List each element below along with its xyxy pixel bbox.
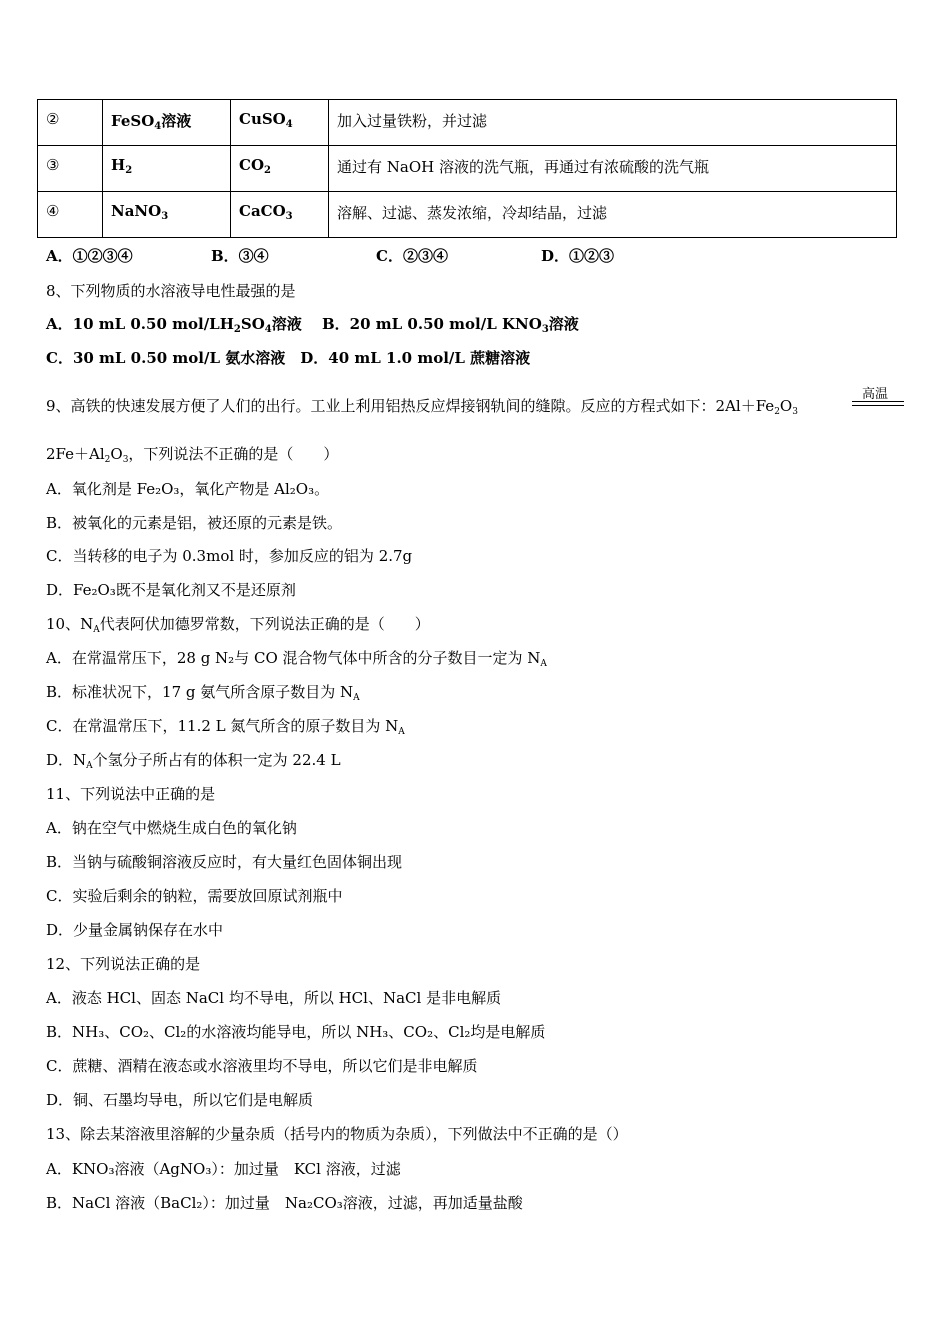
table-row [38,146,897,192]
q13-option-b: B．NaCl 溶液（BaCl₂）：加过量 Na₂CO₃溶液，过滤，再加适量盐酸 [46,1194,523,1212]
q12-option-b: B．NH₃、CO₂、Cl₂的水溶液均能导电，所以 NH₃、CO₂、Cl₂均是电解质 [46,1023,546,1041]
q7-option-a: A．①②③④ [46,247,133,265]
q8-stem: 8、下列物质的水溶液导电性最强的是 [46,282,296,300]
impurity-cell: CuSO$_4$ [231,100,329,146]
q8-option-d: D．40 mL 1.0 mol/L 蔗糖溶液 [300,349,531,367]
q13-option-a: A．KNO₃溶液（AgNO₃）：加过量 KCl 溶液，过滤 [46,1160,401,1178]
q9-stem-cont: $2Fe+Al_2O_3$，下列说法不正确的是（ ） [46,445,339,465]
table-row [38,192,897,238]
q9-stem: 9、高铁的快速发展方便了人们的出行。工业上利用铝热反应焊接钢轨间的缝隙。反应的方程式如下：$2Al+Fe_2O_3$ [46,397,798,417]
substance-cell: FeSO$_4$溶液 [103,100,231,146]
q8-options-ab: A．10 mL 0.50 mol/$LH_2SO_4$溶液 B．20 mL 0.50 mol/L $KNO_3$溶液 [46,315,579,335]
q10-option-c: C．在常温常压下，11.2 L 氮气所含的原子数目为 $N_A$ [46,717,405,737]
row-number: ④ [38,192,103,238]
reaction-condition: 高温 [862,387,889,402]
q12-stem: 12、下列说法正确的是 [46,955,201,973]
q12-option-c: C．蔗糖、酒精在液态或水溶液里均不导电，所以它们是非电解质 [46,1057,478,1075]
q7-options [46,246,614,266]
q9-option-b: B．被氧化的元素是铝，被还原的元素是铁。 [46,514,343,532]
row-number: ③ [38,146,103,192]
q9-option-a: A．氧化剂是 Fe₂O₃，氧化产物是 Al₂O₃。 [46,480,330,498]
q11-option-d: D．少量金属钠保存在水中 [46,921,224,939]
impurity-table [37,99,897,238]
q7-option-b: B．③④ [211,247,269,265]
q12-option-d: D．铜、石墨均导电，所以它们是电解质 [46,1091,314,1109]
q10-option-b: B．标准状况下，17 g 氨气所含原子数目为 $N_A$ [46,683,360,703]
table-row [38,100,897,146]
q11-option-a: A．钠在空气中燃烧生成白色的氧化钠 [46,819,297,837]
q8-option-b: B．20 mL 0.50 mol/L KNO [322,315,542,333]
q9-option-c: C．当转移的电子为 0.3mol 时，参加反应的铝为 2.7g [46,547,413,565]
q11-stem: 11、下列说法中正确的是 [46,785,216,803]
q11-option-b: B．当钠与硫酸铜溶液反应时，有大量红色固体铜出现 [46,853,403,871]
method-cell: 通过有 NaOH 溶液的洗气瓶，再通过有浓硫酸的洗气瓶 [329,146,897,192]
substance-cell: NaNO$_3$ [103,192,231,238]
q7-option-d: D．①②③ [541,247,615,265]
q8-option-a: A．10 mL 0.50 mol/LH [46,315,234,333]
row-number: ② [38,100,103,146]
q8-option-c: C．30 mL 0.50 mol/L 氨水溶液 [46,349,286,367]
reaction-condition-arrow [852,383,904,407]
q13-stem: 13、除去某溶液里溶解的少量杂质（括号内的物质为杂质），下列做法中不正确的是（） [46,1125,628,1143]
method-cell: 加入过量铁粉，并过滤 [329,100,897,146]
substance-cell: $H_2$ [103,146,231,192]
q9-option-d: D．Fe₂O₃既不是氧化剂又不是还原剂 [46,581,296,599]
impurity-cell: CaCO$_3$ [231,192,329,238]
q10-option-d: D．$N_A$个氢分子所占有的体积一定为 22.4 L [46,751,341,771]
q10-stem: 10、$N_A$代表阿伏加德罗常数，下列说法正确的是（ ） [46,615,430,635]
q10-option-a: A．在常温常压下，28 g N₂与 CO 混合物气体中所含的分子数目一定为 $N_A$ [46,649,547,669]
q8-options-cd [46,348,530,368]
q11-option-c: C．实验后剩余的钠粒，需要放回原试剂瓶中 [46,887,343,905]
method-cell: 溶解、过滤、蒸发浓缩，冷却结晶，过滤 [329,192,897,238]
q12-option-a: A．液态 HCl、固态 NaCl 均不导电，所以 HCl、NaCl 是非电解质 [46,989,502,1007]
impurity-cell: $CO_2$ [231,146,329,192]
q7-option-c: C．②③④ [376,247,448,265]
